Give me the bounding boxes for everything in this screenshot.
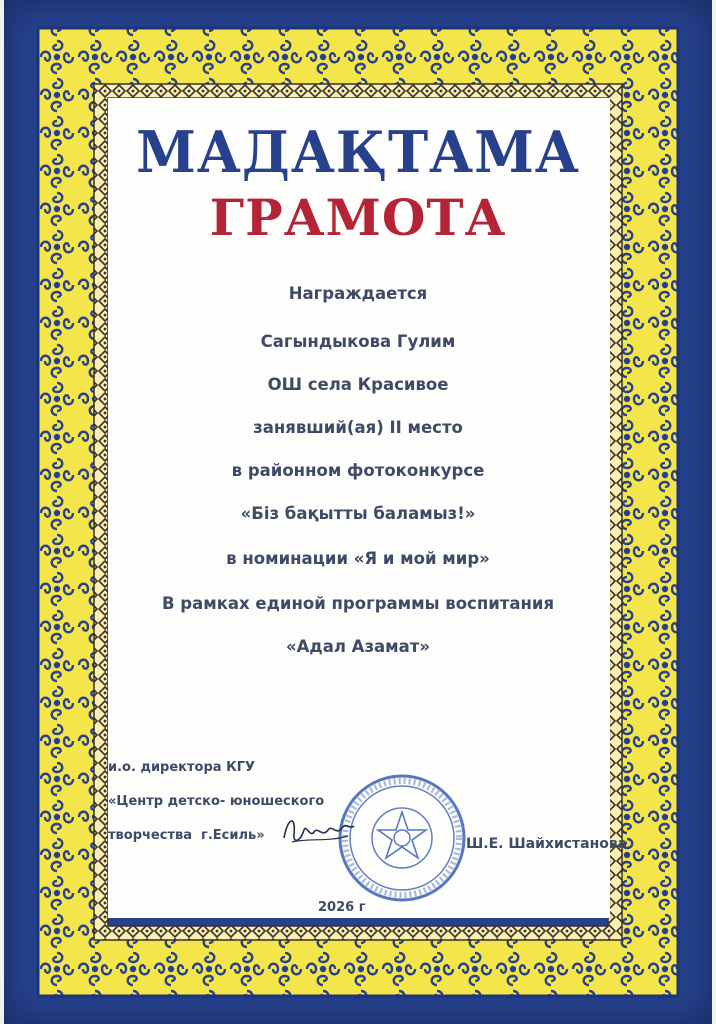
award-place: занявший(ая) II место xyxy=(253,418,463,437)
certificate-year: 2026 г xyxy=(318,900,366,915)
award-line-awarded: Награждается xyxy=(288,284,428,303)
program-line: В рамках единой программы воспитания xyxy=(161,594,555,613)
contest-name: «Біз бақытты баламыз!» xyxy=(240,504,476,523)
program-name: «Адал Азамат» xyxy=(285,637,431,656)
nomination: в номинации «Я и мой мир» xyxy=(226,549,490,568)
title-kazakh: МАДАҚТАМА xyxy=(136,118,580,186)
signatory-position-1: и.о. директора КГУ xyxy=(108,760,255,775)
contest-level: в районном фотоконкурсе xyxy=(231,461,485,480)
signatory-position-2: «Центр детско- юношеского xyxy=(108,794,325,809)
signatory-position-3: творчества г.Есиль» xyxy=(108,828,265,843)
title-russian: ГРАМОТА xyxy=(209,188,507,247)
recipient-name: Сагындыкова Гулим xyxy=(260,332,456,351)
signatory-name: Ш.Е. Шайхистанова xyxy=(466,836,628,852)
recipient-school: ОШ села Красивое xyxy=(267,375,449,394)
handwritten-signature-icon xyxy=(278,808,358,854)
